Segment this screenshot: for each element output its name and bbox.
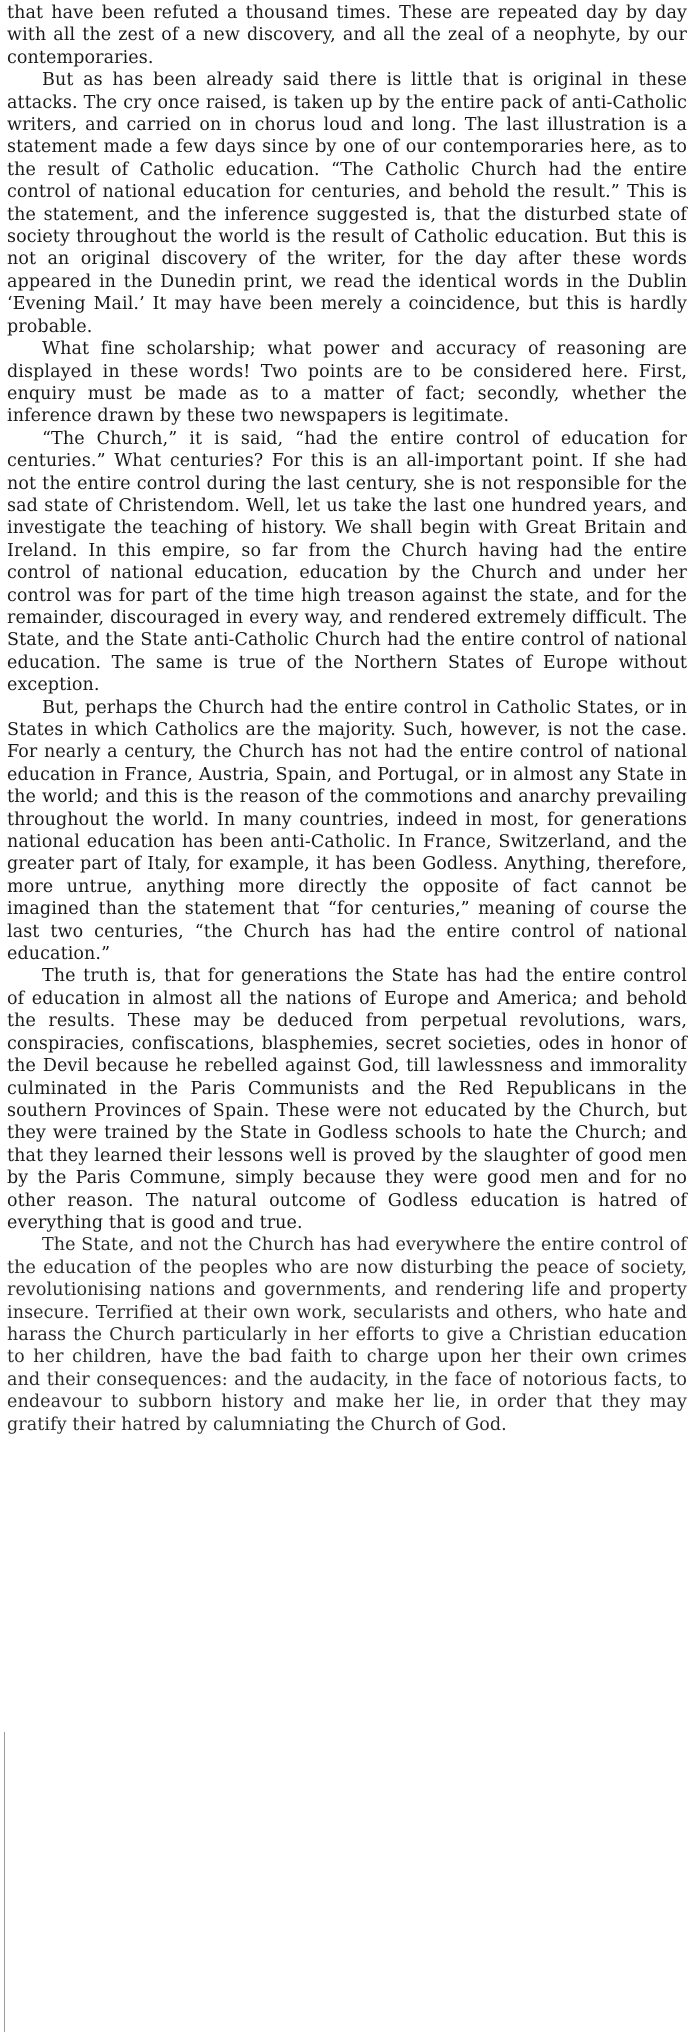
article-paragraph: What fine scholarship; what power and accuracy of reasoning are displayed in these words! Two points are to be considered here. First, enquiry must be made as to a matter of fact; secondly, whether the inference drawn by these two newspapers is legitimate.: [7, 339, 687, 427]
article-paragraph: The truth is, that for generations the State has had the entire control of education in almost all the nations of Europe and America; and behold the results. These may be deduced from perpetual revolutions, wars, conspiracies, confiscations, blasphemies, secret societies, odes in honor of the Devil because he rebelled against God, till lawlessness and immorality culminated in the Paris Communists and the Red Republicans in the southern Provinces of Spain. These were not educated by the Church, but they were trained by the State in Godless schools to hate the Church; and that they learned their lessons well is proved by the slaughter of good men by the Paris Commune, simply because they were good men and for no other reason. The natural outcome of Godless education is hatred of everything that is good and true.: [7, 966, 687, 1233]
article-paragraph: But, perhaps the Church had the entire control in Catholic States, or in States in which Catholics are the majority. Such, however, is not the case. For nearly a century, the Church has not had the entire control of national education in France, Austria, Spain, and Portugal, or in almost any State in the world; and this is the reason of the commotions and anarchy prevailing throughout the world. In many countries, indeed in most, for generations national education has been anti-Catholic. In France, Switzerland, and the greater part of Italy, for example, it has been Godless. Anything, therefore, more untrue, anything more directly the opposite of fact cannot be imagined than the statement that “for centuries,” meaning of course the last two centuries, “the Church has had the entire control of national education.”: [7, 697, 687, 965]
column-rule: [4, 1732, 5, 2032]
article-paragraph: “The Church,” it is said, “had the entire control of education for centuries.” What centuries? For this is an all-important point. If she had not the entire control during the last century, she is not responsible for the sad state of Christendom. Well, let us take the last one hundred years, and investigate the teaching of history. We shall begin with Great Britain and Ireland. In this empire, so far from the Church having had the entire control of national education, education by the Church and under her control was for part of the time high treason against the state, and for the remainder, discouraged in every way, and rendered extremely difficult. The State, and the State anti-Catholic Church had the entire control of national education. The same is true of the Northern States of Europe without exception.: [7, 428, 687, 696]
article-paragraph: But as has been already said there is little that is original in these attacks. The cry once raised, is taken up by the entire pack of anti-Catholic writers, and carried on in chorus loud and long. The last illustration is a statement made a few days since by one of our contemporaries here, as to the result of Catholic education. “The Catholic Church had the entire control of national education for centuries, and behold the result.” This is the statement, and the inference suggested is, that the disturbed state of society throughout the world is the result of Catholic education. But this is not an original discovery of the writer, for the day after these words appeared in the Dunedin print, we read the identical words in the Dublin ‘Evening Mail.’ It may have been merely a coincidence, but this is hardly probable.: [7, 70, 687, 337]
article-column: [7, 2, 687, 1436]
article-paragraph: The State, and not the Church has had everywhere the entire control of the education of the peoples who are now disturbing the peace of society, revolutionising nations and governments, and rendering life and property insecure. Terrified at their own work, secularists and others, who hate and harass the Church particularly in her efforts to give a Christian education to her children, have the bad faith to charge upon her their own crimes and their consequences: and the audacity, in the face of notorious facts, to endeavour to subborn history and make her lie, in order that they may gratify their hatred by calumniating the Church of God.: [7, 1235, 687, 1435]
article-paragraph-continued: that have been refuted a thousand times. These are repeated day by day with all the zest of a new discovery, and all the zeal of a neophyte, by our contemporaries.: [7, 3, 687, 68]
